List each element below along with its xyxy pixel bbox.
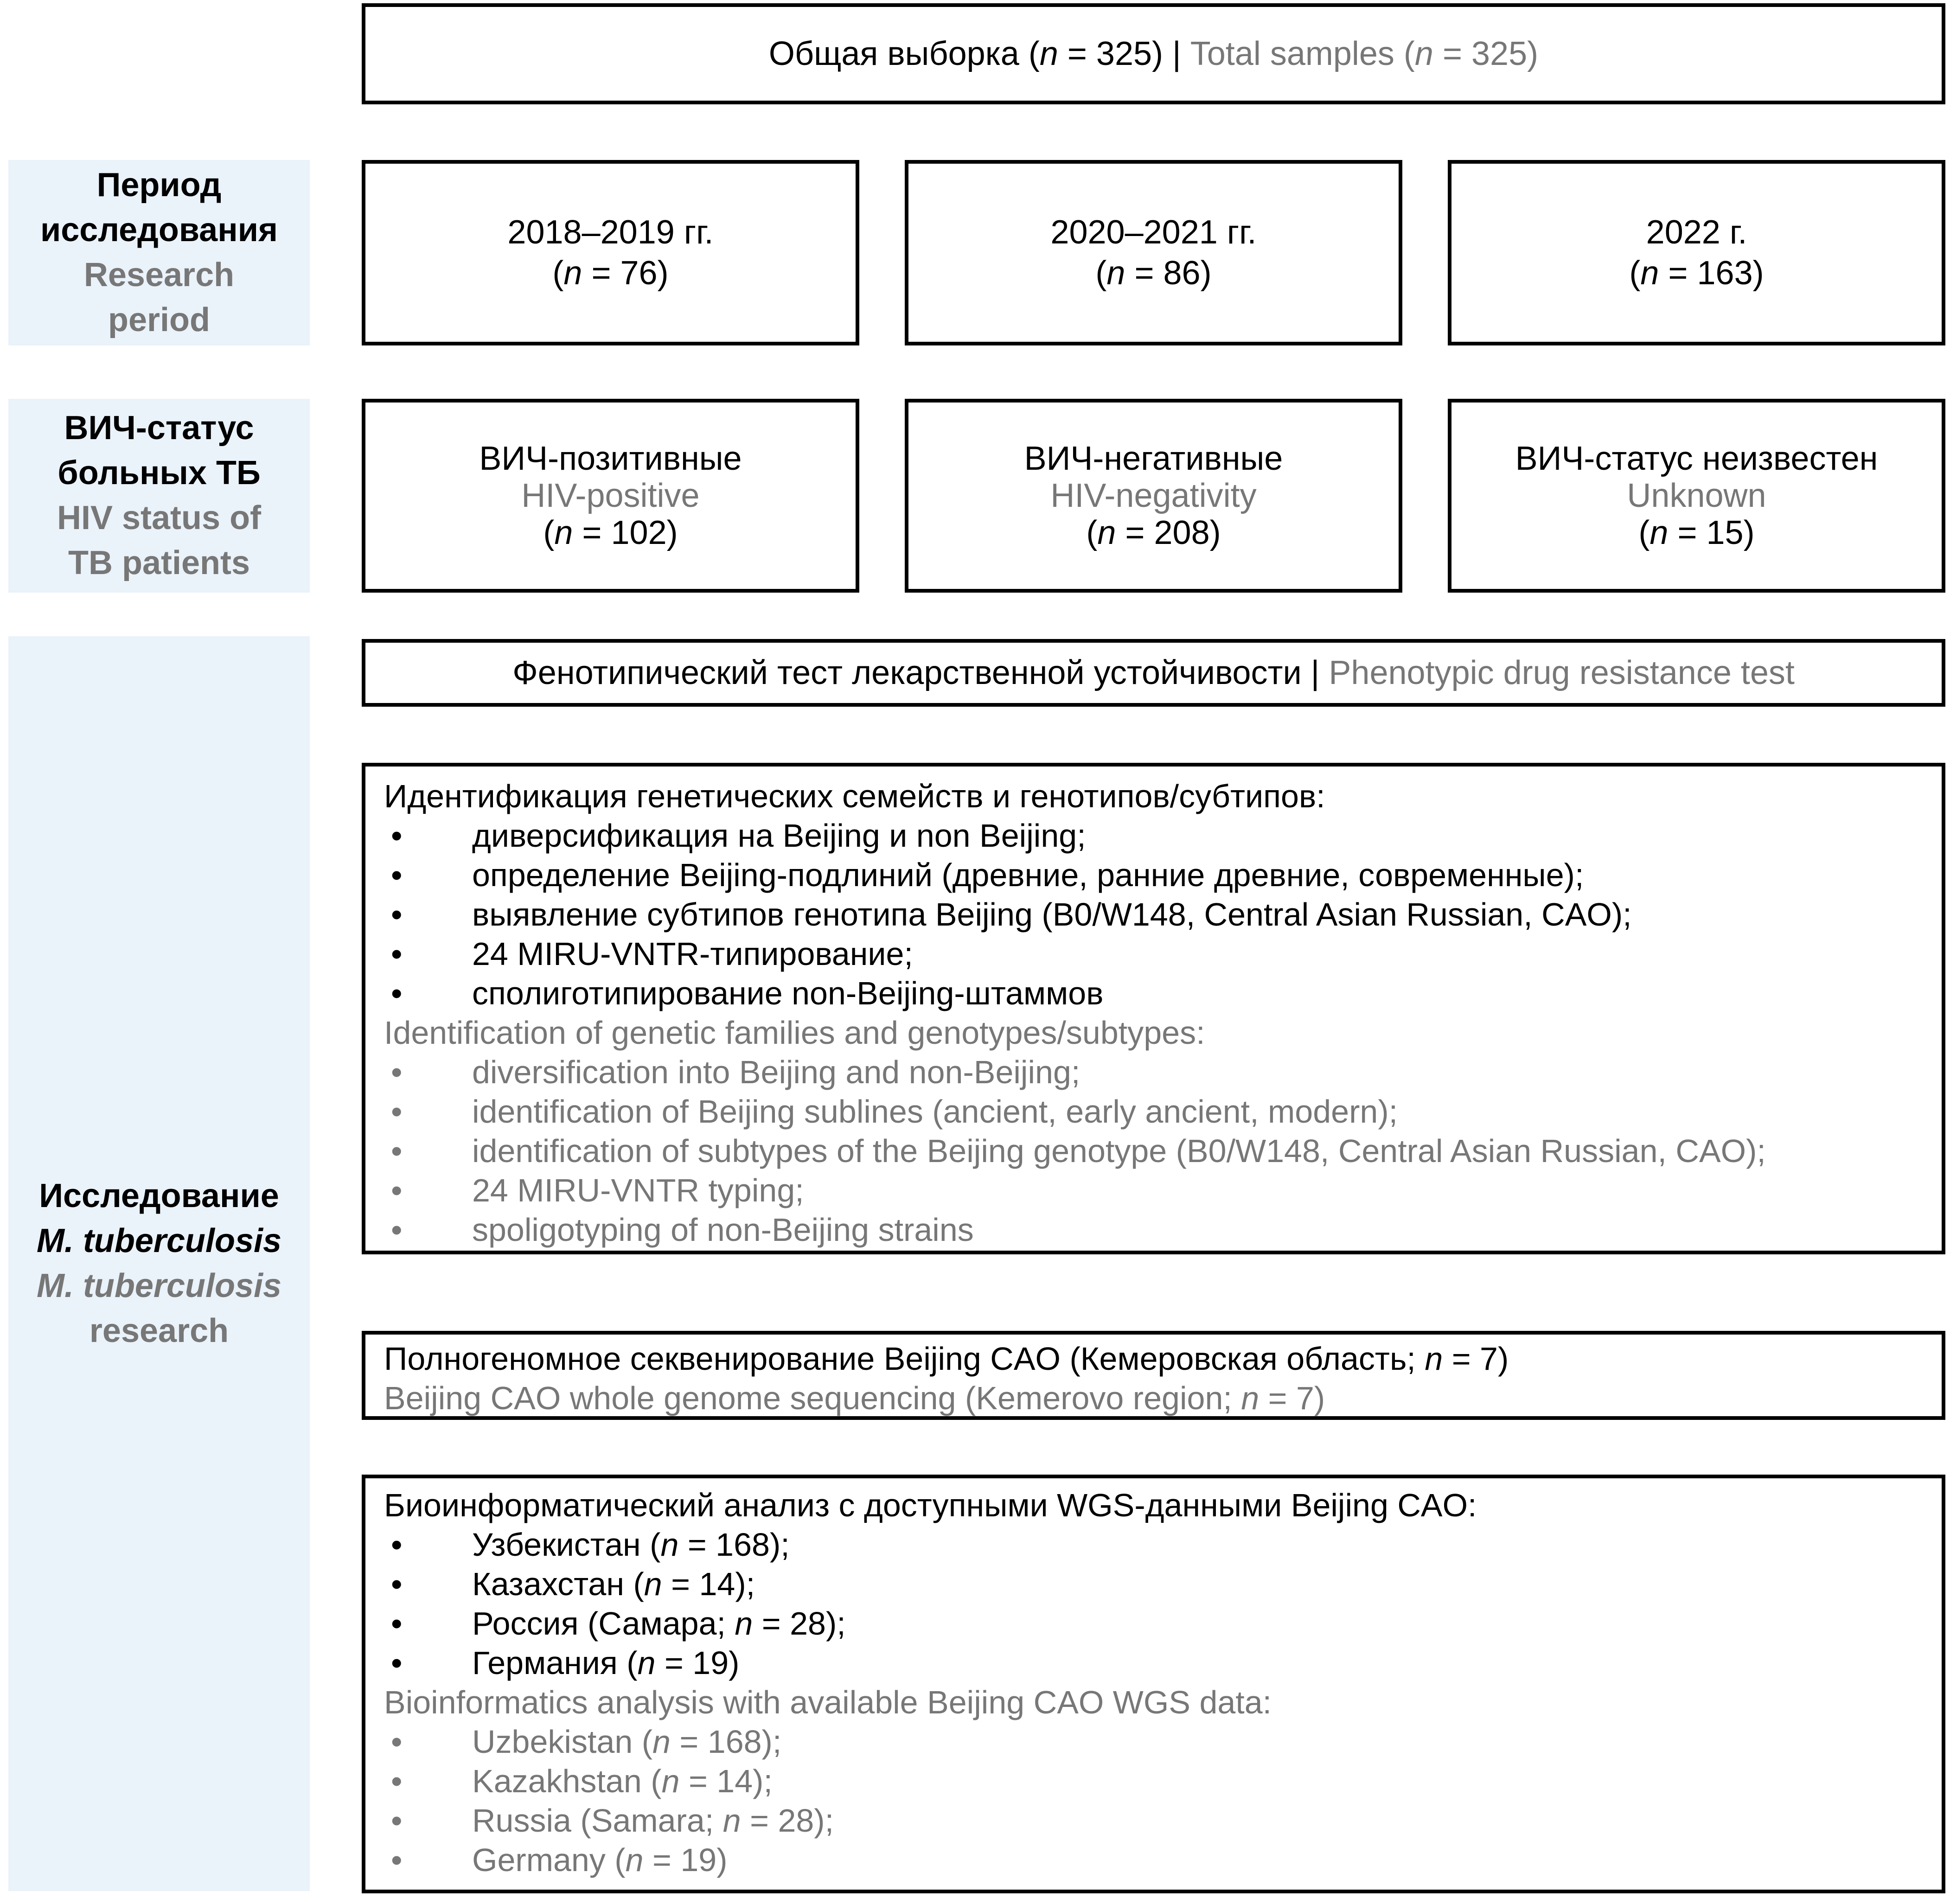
side-label-en-line: HIV status of — [57, 499, 262, 537]
side-label-hiv-status — [8, 399, 310, 593]
bullet-marker: • — [391, 1763, 403, 1799]
list-item-text: Германия (n = 19) — [472, 1645, 740, 1681]
list-item-text: Uzbekistan (n = 168); — [472, 1724, 782, 1760]
period-box-2018-2019 — [362, 160, 859, 345]
list-item-text: сполиготипирование non-Beijing-штаммов — [472, 975, 1104, 1011]
list-item — [384, 1131, 1923, 1171]
period-box-2020-2021 — [905, 160, 1402, 345]
separator-bar: | — [1311, 654, 1320, 691]
wgs-label-en: Beijing CAO whole genome sequencing (Kemerovo region; n = 7) — [384, 1380, 1325, 1416]
hiv-box-label-ru: ВИЧ-негативные — [1024, 440, 1283, 477]
hiv-box-label-en: HIV-positive — [521, 477, 700, 514]
identification-ru-list — [384, 816, 1923, 1013]
bioinformatics-heading-en: Bioinformatics analysis with available Beijing CAO WGS data: — [384, 1684, 1272, 1720]
list-item-text: spoligotyping of non-Beijing strains — [472, 1212, 974, 1248]
list-item — [384, 895, 1923, 934]
side-label-en-line: Research — [83, 256, 235, 294]
list-item — [384, 1840, 1923, 1880]
total-samples-box — [362, 3, 1945, 104]
list-item — [384, 816, 1923, 856]
identification-en-list — [384, 1053, 1923, 1250]
side-label-en-line: period — [108, 301, 210, 339]
list-item — [384, 1762, 1923, 1801]
hiv-positive-box — [362, 399, 859, 593]
period-box-2022 — [1448, 160, 1945, 345]
list-item-text: Kazakhstan (n = 14); — [472, 1763, 773, 1799]
list-item — [384, 1053, 1923, 1092]
bullet-marker: • — [391, 1645, 403, 1681]
list-item-text: Узбекистан (n = 168); — [472, 1527, 790, 1563]
side-label-ru-line: Исследование — [39, 1177, 279, 1214]
list-item-text: диверсификация на Beijing и non Beijing; — [472, 818, 1086, 854]
side-label-ru-line: ВИЧ-статус — [64, 409, 254, 447]
list-item — [384, 1643, 1923, 1683]
phenotypic-label-en: Phenotypic drug resistance test — [1329, 654, 1795, 691]
bullet-marker: • — [391, 857, 403, 893]
list-item — [384, 1722, 1923, 1762]
wgs-label-ru: Полногеномное секвенирование Beijing CAO (Кемеровская область; n = 7) — [384, 1341, 1509, 1377]
bullet-marker: • — [391, 1842, 403, 1878]
bullet-marker: • — [391, 896, 403, 933]
list-item — [384, 1801, 1923, 1840]
period-sample-count: (n = 163) — [1629, 255, 1764, 292]
list-item — [384, 974, 1923, 1013]
hiv-box-sample-count: (n = 208) — [1086, 514, 1221, 551]
hiv-box-sample-count: (n = 102) — [543, 514, 678, 551]
separator-bar: | — [1172, 35, 1181, 72]
bullet-marker: • — [391, 1527, 403, 1563]
bioinformatics-box — [362, 1475, 1945, 1893]
list-item — [384, 934, 1923, 974]
list-item-text: 24 MIRU-VNTR typing; — [472, 1172, 804, 1208]
phenotypic-test-box — [362, 639, 1945, 707]
period-years: 2020–2021 гг. — [1050, 214, 1257, 251]
bullet-marker: • — [391, 1566, 403, 1602]
bullet-marker: • — [391, 1212, 403, 1248]
list-item-text: Россия (Самара; n = 28); — [472, 1605, 846, 1642]
bioinformatics-heading-ru: Биоинформатический анализ с доступными WGS-данными Beijing CAO: — [384, 1487, 1477, 1523]
bullet-marker: • — [391, 1605, 403, 1642]
bullet-marker: • — [391, 1172, 403, 1208]
hiv-box-label-ru: ВИЧ-позитивные — [479, 440, 742, 477]
period-years: 2022 г. — [1646, 214, 1747, 251]
side-label-ru-line: Период — [96, 166, 222, 204]
hiv-unknown-box — [1448, 399, 1945, 593]
list-item-text: Russia (Samara; n = 28); — [472, 1802, 834, 1839]
wgs-box — [362, 1331, 1945, 1420]
total-samples-label-en: Total samples (n = 325) — [1190, 35, 1539, 72]
bioinformatics-ru-list — [384, 1525, 1923, 1683]
side-label-en-line: TB patients — [68, 544, 250, 581]
list-item — [384, 1565, 1923, 1604]
bullet-marker: • — [391, 1724, 403, 1760]
bullet-marker: • — [391, 1093, 403, 1130]
side-label-ru-line: исследования — [40, 211, 278, 249]
hiv-box-label-ru: ВИЧ-статус неизвестен — [1515, 440, 1878, 477]
list-item-text: выявление субтипов генотипа Beijing (B0/W148, Central Asian Russian, CAO); — [472, 896, 1632, 933]
list-item — [384, 856, 1923, 895]
bullet-marker: • — [391, 818, 403, 854]
bullet-marker: • — [391, 1054, 403, 1090]
phenotypic-label-ru: Фенотипический тест лекарственной устойчивости — [512, 654, 1302, 691]
side-label-ru-line-italic: M. tuberculosis — [36, 1222, 282, 1259]
bullet-marker: • — [391, 975, 403, 1011]
list-item-text: Germany (n = 19) — [472, 1842, 728, 1878]
period-sample-count: (n = 86) — [1095, 255, 1212, 292]
list-item-text: identification of Beijing sublines (ancient, early ancient, modern); — [472, 1093, 1398, 1130]
list-item — [384, 1525, 1923, 1565]
list-item-text: Казахстан (n = 14); — [472, 1566, 755, 1602]
hiv-box-label-en: Unknown — [1627, 477, 1766, 514]
total-samples-label-ru: Общая выборка (n = 325) — [768, 35, 1164, 72]
side-label-research-period — [8, 160, 310, 345]
list-item-text: 24 MIRU-VNTR-типирование; — [472, 936, 913, 972]
period-sample-count: (n = 76) — [552, 255, 669, 292]
list-item-text: identification of subtypes of the Beijing genotype (B0/W148, Central Asian Russian, CAO); — [472, 1133, 1766, 1169]
list-item — [384, 1092, 1923, 1131]
hiv-negative-box — [905, 399, 1402, 593]
bullet-marker: • — [391, 1133, 403, 1169]
list-item — [384, 1604, 1923, 1643]
list-item-text: определение Beijing-подлиний (древние, ранние древние, современные); — [472, 857, 1584, 893]
bullet-marker: • — [391, 1802, 403, 1839]
hiv-box-sample-count: (n = 15) — [1638, 514, 1755, 551]
side-label-en-line: research — [89, 1312, 229, 1349]
bullet-marker: • — [391, 936, 403, 972]
side-label-ru-line: больных ТБ — [58, 454, 261, 492]
hiv-box-label-en: HIV-negativity — [1050, 477, 1257, 514]
identification-box — [362, 763, 1945, 1254]
list-item-text: diversification into Beijing and non-Beijing; — [472, 1054, 1080, 1090]
side-label-mtb-research — [8, 636, 310, 1891]
list-item — [384, 1210, 1923, 1250]
identification-heading-en: Identification of genetic families and genotypes/subtypes: — [384, 1015, 1205, 1051]
identification-heading-ru: Идентификация генетических семейств и генотипов/субтипов: — [384, 778, 1325, 814]
bioinformatics-en-list — [384, 1722, 1923, 1880]
period-years: 2018–2019 гг. — [507, 214, 714, 251]
side-label-en-line-italic: M. tuberculosis — [36, 1267, 282, 1304]
list-item — [384, 1171, 1923, 1210]
